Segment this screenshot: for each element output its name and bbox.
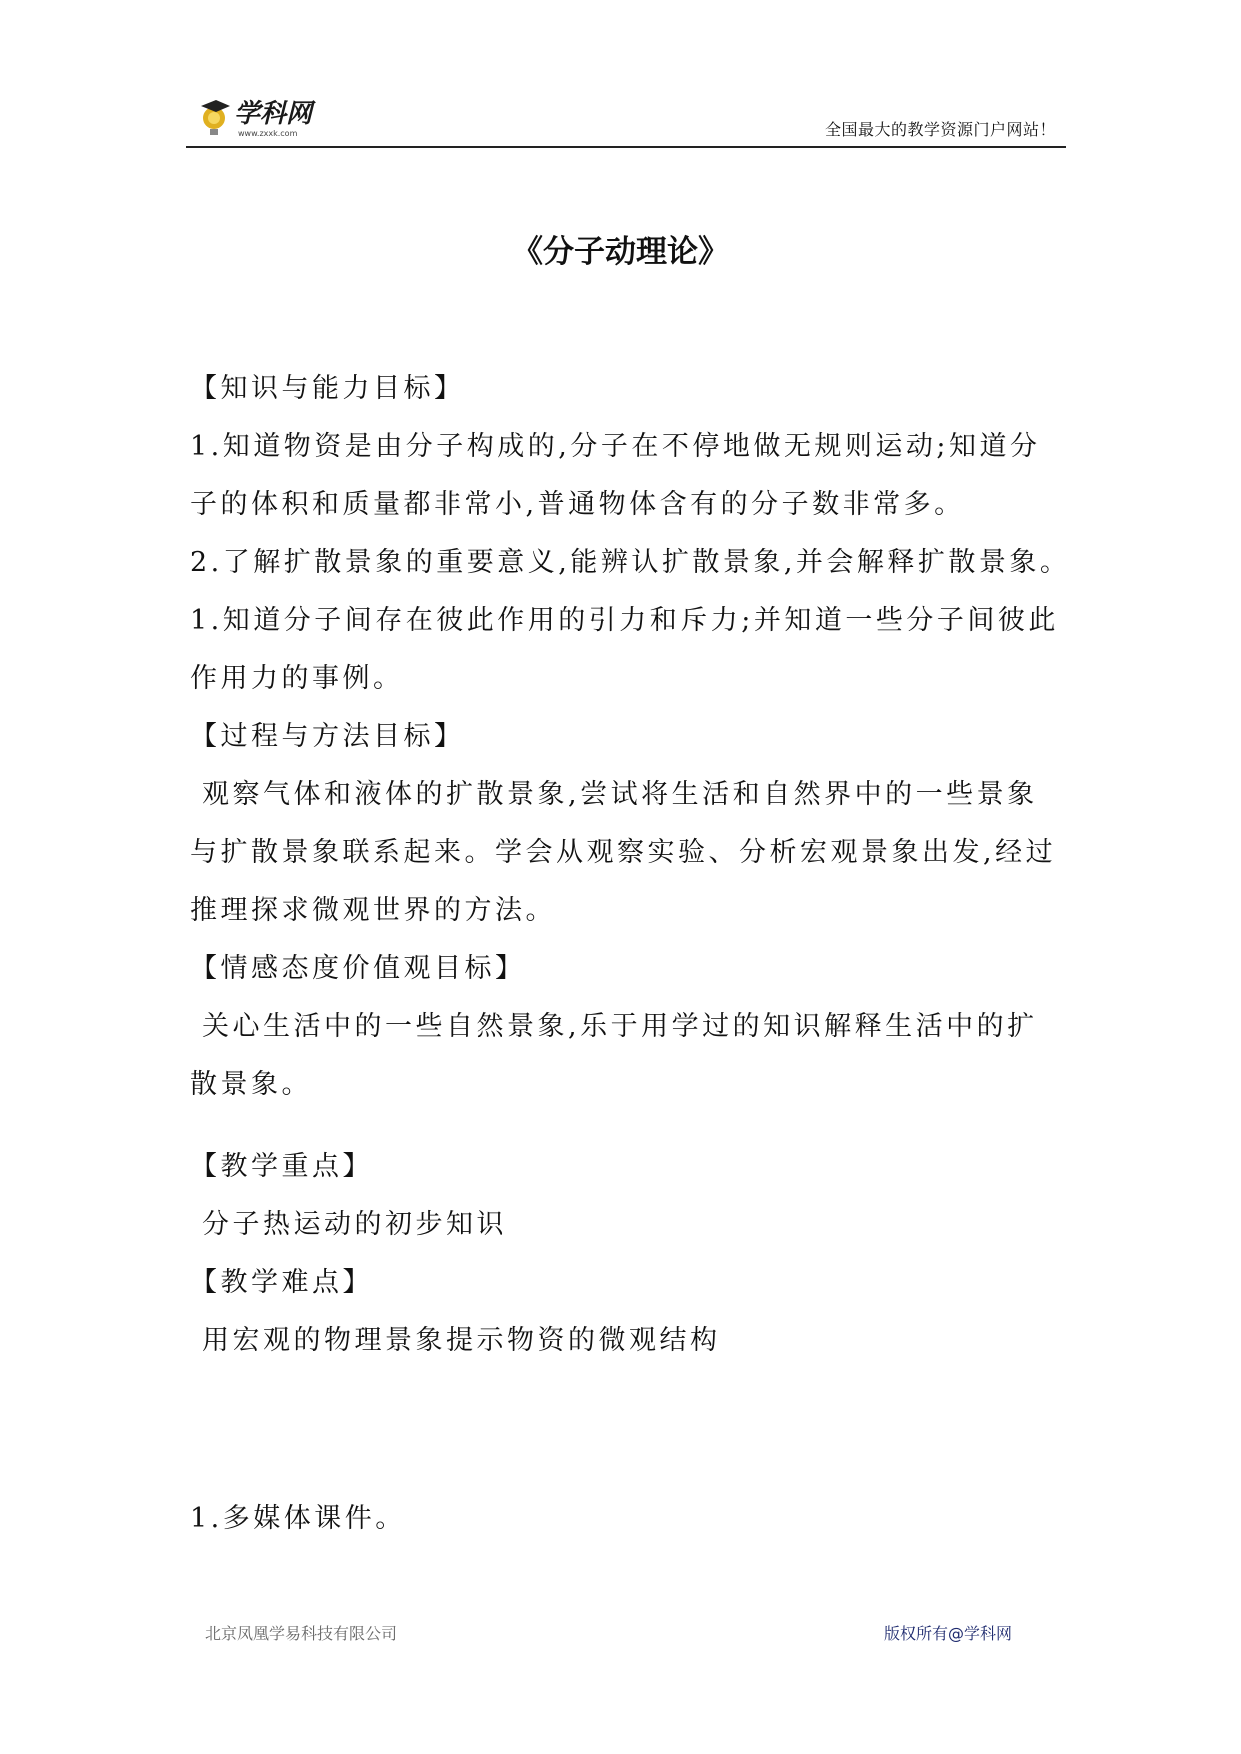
paragraph-line: 散景象。 (190, 1069, 312, 1100)
spacer (190, 1114, 1070, 1138)
xuekewang-logo (198, 92, 348, 146)
paragraph-line: 作用力的事例。 (190, 663, 404, 694)
section-heading-difficult-points: 【教学难点】 (190, 1267, 373, 1298)
footer-copyright: 版权所有@学科网 (884, 1624, 1013, 1643)
paragraph-line: 1.知道物资是由分子构成的,分子在不停地做无规则运动;知道分 (190, 431, 1041, 462)
paragraph-line: 观察气体和液体的扩散景象,尝试将生活和自然界中的一些景象 (202, 779, 1038, 810)
paragraph-line: 2.了解扩散景象的重要意义,能辨认扩散景象,并会解释扩散景象。 (190, 547, 1071, 578)
paragraph-line: 用宏观的物理景象提示物资的微观结构 (202, 1325, 721, 1356)
section-heading-emotion-goals: 【情感态度价值观目标】 (190, 953, 526, 984)
paragraph-line: 推理探求微观世界的方法。 (190, 895, 556, 926)
paragraph-line: 分子热运动的初步知识 (202, 1209, 507, 1240)
logo-text: 学科网 (234, 99, 313, 129)
paragraph-line: 1.知道分子间存在彼此作用的引力和斥力;并知道一些分子间彼此 (190, 605, 1059, 636)
graduation-cap-bulb-icon (201, 100, 230, 135)
document-body (190, 360, 1070, 1548)
section-heading-process-goals: 【过程与方法目标】 (190, 721, 465, 752)
page-header (186, 86, 1066, 148)
spacer (190, 1370, 1070, 1490)
section-heading-key-points: 【教学重点】 (190, 1151, 373, 1182)
paragraph-line: 子的体积和质量都非常小,普通物体含有的分子数非常多。 (190, 489, 965, 520)
section-heading-knowledge-goals: 【知识与能力目标】 (190, 373, 465, 404)
footer-company: 北京凤凰学易科技有限公司 (205, 1624, 398, 1643)
paragraph-line: 1.多媒体课件。 (190, 1503, 406, 1534)
logo-url: www.zxxk.com (238, 129, 298, 138)
paragraph-line: 与扩散景象联系起来。学会从观察实验、分析宏观景象出发,经过 (190, 837, 1057, 868)
paragraph-line: 关心生活中的一些自然景象,乐于用学过的知识解释生活中的扩 (202, 1011, 1038, 1042)
page-title: 《分子动理论》 (512, 234, 729, 270)
header-slogan: 全国最大的教学资源门户网站！ (824, 120, 1056, 139)
